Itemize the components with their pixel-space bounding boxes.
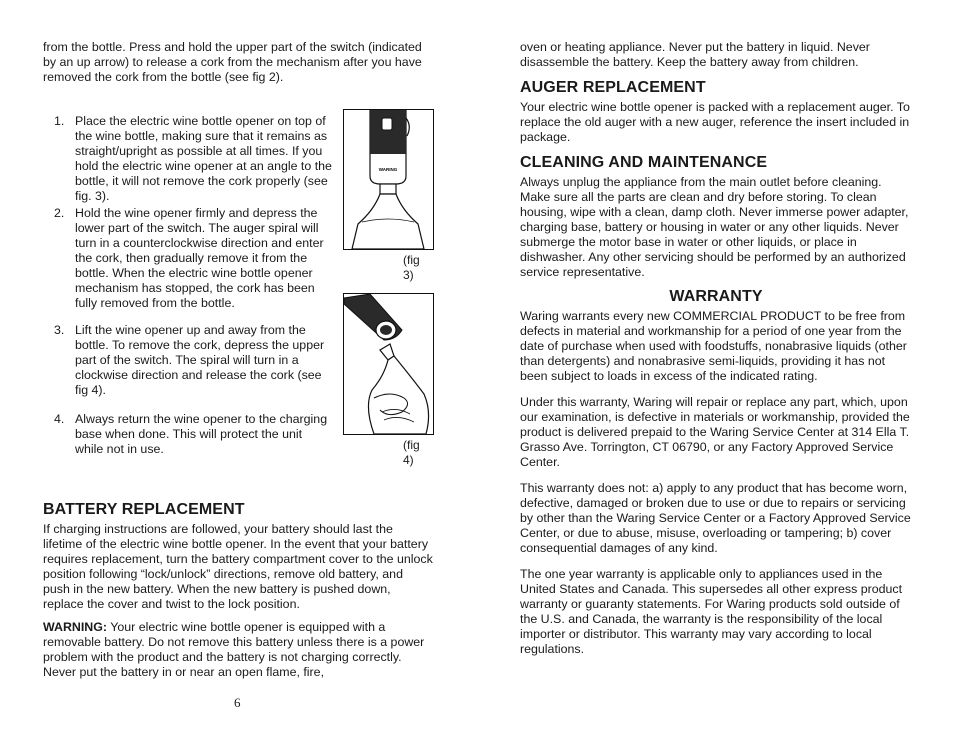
warranty-heading: WARRANTY xyxy=(669,288,763,305)
step-number: 2. xyxy=(54,206,65,220)
intro-paragraph: from the bottle. Press and hold the upper part of the switch (indicated by an up arrow) to release a cork from the mechanism after you have removed the cork from the bottle (see fig 2). xyxy=(43,40,422,84)
step-number: 4. xyxy=(54,412,65,426)
warranty-paragraph-4: The one year warranty is applicable only to appliances used in the United States and Canada. This supersedes all other express product warranty or guaranty statements. For Waring products sold outside of the U.S. and Canada, the warranty is the responsibility of the local importer or distributor. This warranty may vary according to local regulations. xyxy=(520,567,903,656)
right-column xyxy=(520,40,912,657)
warranty-paragraph-1: Waring warrants every new COMMERCIAL PRODUCT to be free from defects in material and workmanship for a period of one year from the date of purchase when used with foodstuffs, nonabrasive liquids (other than detergents) and nonabrasive semi-liquids, providing it has not been subject to loads in excess of the indicated rating. xyxy=(520,309,907,383)
opener-on-bottle-illustration xyxy=(344,110,433,249)
battery-continued-paragraph: oven or heating appliance. Never put the battery in liquid. Never disassemble the battery. Keep the battery away from children. xyxy=(520,40,870,69)
step-text: Place the electric wine bottle opener on top of the wine bottle, making sure that it remains as straight/upright as possible at all times. If you hold the electric wine opener at an angle to the bottle, it will not remove the cork properly (see fig. 3). xyxy=(75,114,332,203)
step-text: Hold the wine opener firmly and depress the lower part of the switch. The auger spiral will turn in a counterclockwise direction and enter the cork, then gradually remove it from the bottle. When the electric wine bottle opener mechanism has stopped, the cork has been fully removed from the bottle. xyxy=(75,206,324,310)
brand-label: WARING xyxy=(378,167,398,172)
warning-text: Your electric wine bottle opener is equipped with a removable battery. Do not remove this battery unless there is a power problem with the product and the battery is not charging correctly. Never put the battery in or near an open flame, fire, xyxy=(43,620,425,679)
step-item xyxy=(43,114,333,204)
page-number: 6 xyxy=(234,695,241,710)
warning-paragraph xyxy=(43,620,433,680)
cork-release-illustration xyxy=(344,294,433,434)
figure-4-caption: (fig 4) xyxy=(403,438,420,467)
step-number: 3. xyxy=(54,323,65,337)
figure-3-image xyxy=(343,109,434,250)
battery-section xyxy=(43,500,433,680)
step-item xyxy=(43,412,333,457)
warning-label: WARNING: xyxy=(43,620,108,634)
step-text: Lift the wine opener up and away from the bottle. To remove the cork, depress the upper part of the switch. The spiral will turn in a clockwise direction and release the cork (see fig 4). xyxy=(75,323,325,397)
battery-paragraph: If charging instructions are followed, your battery should last the lifetime of the electric wine bottle opener. In the event that your battery requires replacement, turn the battery compartment cover to the unlock position following “lock/unlock” directions, remove old battery, and push in the new battery. When the new battery is pushed down, replace the cover and twist to the lock position. xyxy=(43,522,433,611)
warranty-paragraph-2: Under this warranty, Waring will repair or replace any part, which, upon our examination, is defective in materials or workmanship, provided the product is delivered prepaid to the Waring Service Center at 314 Ella T. Grasso Ave. Torrington, CT 06790, or any Factory Approved Service Center. xyxy=(520,395,910,469)
step-item xyxy=(43,323,333,398)
figure-4-image xyxy=(343,293,434,435)
warranty-paragraph-3: This warranty does not: a) apply to any product that has become worn, defective, damaged or broken due to use or due to repairs or servicing by other than the Waring Service Center or a Factory Approved Service Center, or due to abuse, misuse, overloading or tampering; b) cover consequential damages of any kind. xyxy=(520,481,911,555)
cleaning-heading: CLEANING AND MAINTENANCE xyxy=(520,154,768,171)
figure-3-caption: (fig 3) xyxy=(403,253,420,282)
cleaning-paragraph: Always unplug the appliance from the main outlet before cleaning. Make sure all the parts are clean and dry before storing. To clean housing, wipe with a clean, damp cloth. Never immerse power adapter, charging base, battery or housing in water or any other liquids. Never submerge the motor base in water or other liquids, or place in dishwasher. Any other servicing should be performed by an authorized service representative. xyxy=(520,175,909,279)
step-text: Always return the wine opener to the charging base when done. This will protect the unit while not in use. xyxy=(75,412,328,456)
step-item xyxy=(43,206,333,311)
left-column xyxy=(43,40,433,700)
step-number: 1. xyxy=(54,114,65,128)
instruction-steps xyxy=(43,114,333,457)
auger-heading: AUGER REPLACEMENT xyxy=(520,79,706,96)
battery-heading: BATTERY REPLACEMENT xyxy=(43,501,245,518)
auger-paragraph: Your electric wine bottle opener is packed with a replacement auger. To replace the old auger with a new auger, reference the insert included in package. xyxy=(520,100,910,144)
